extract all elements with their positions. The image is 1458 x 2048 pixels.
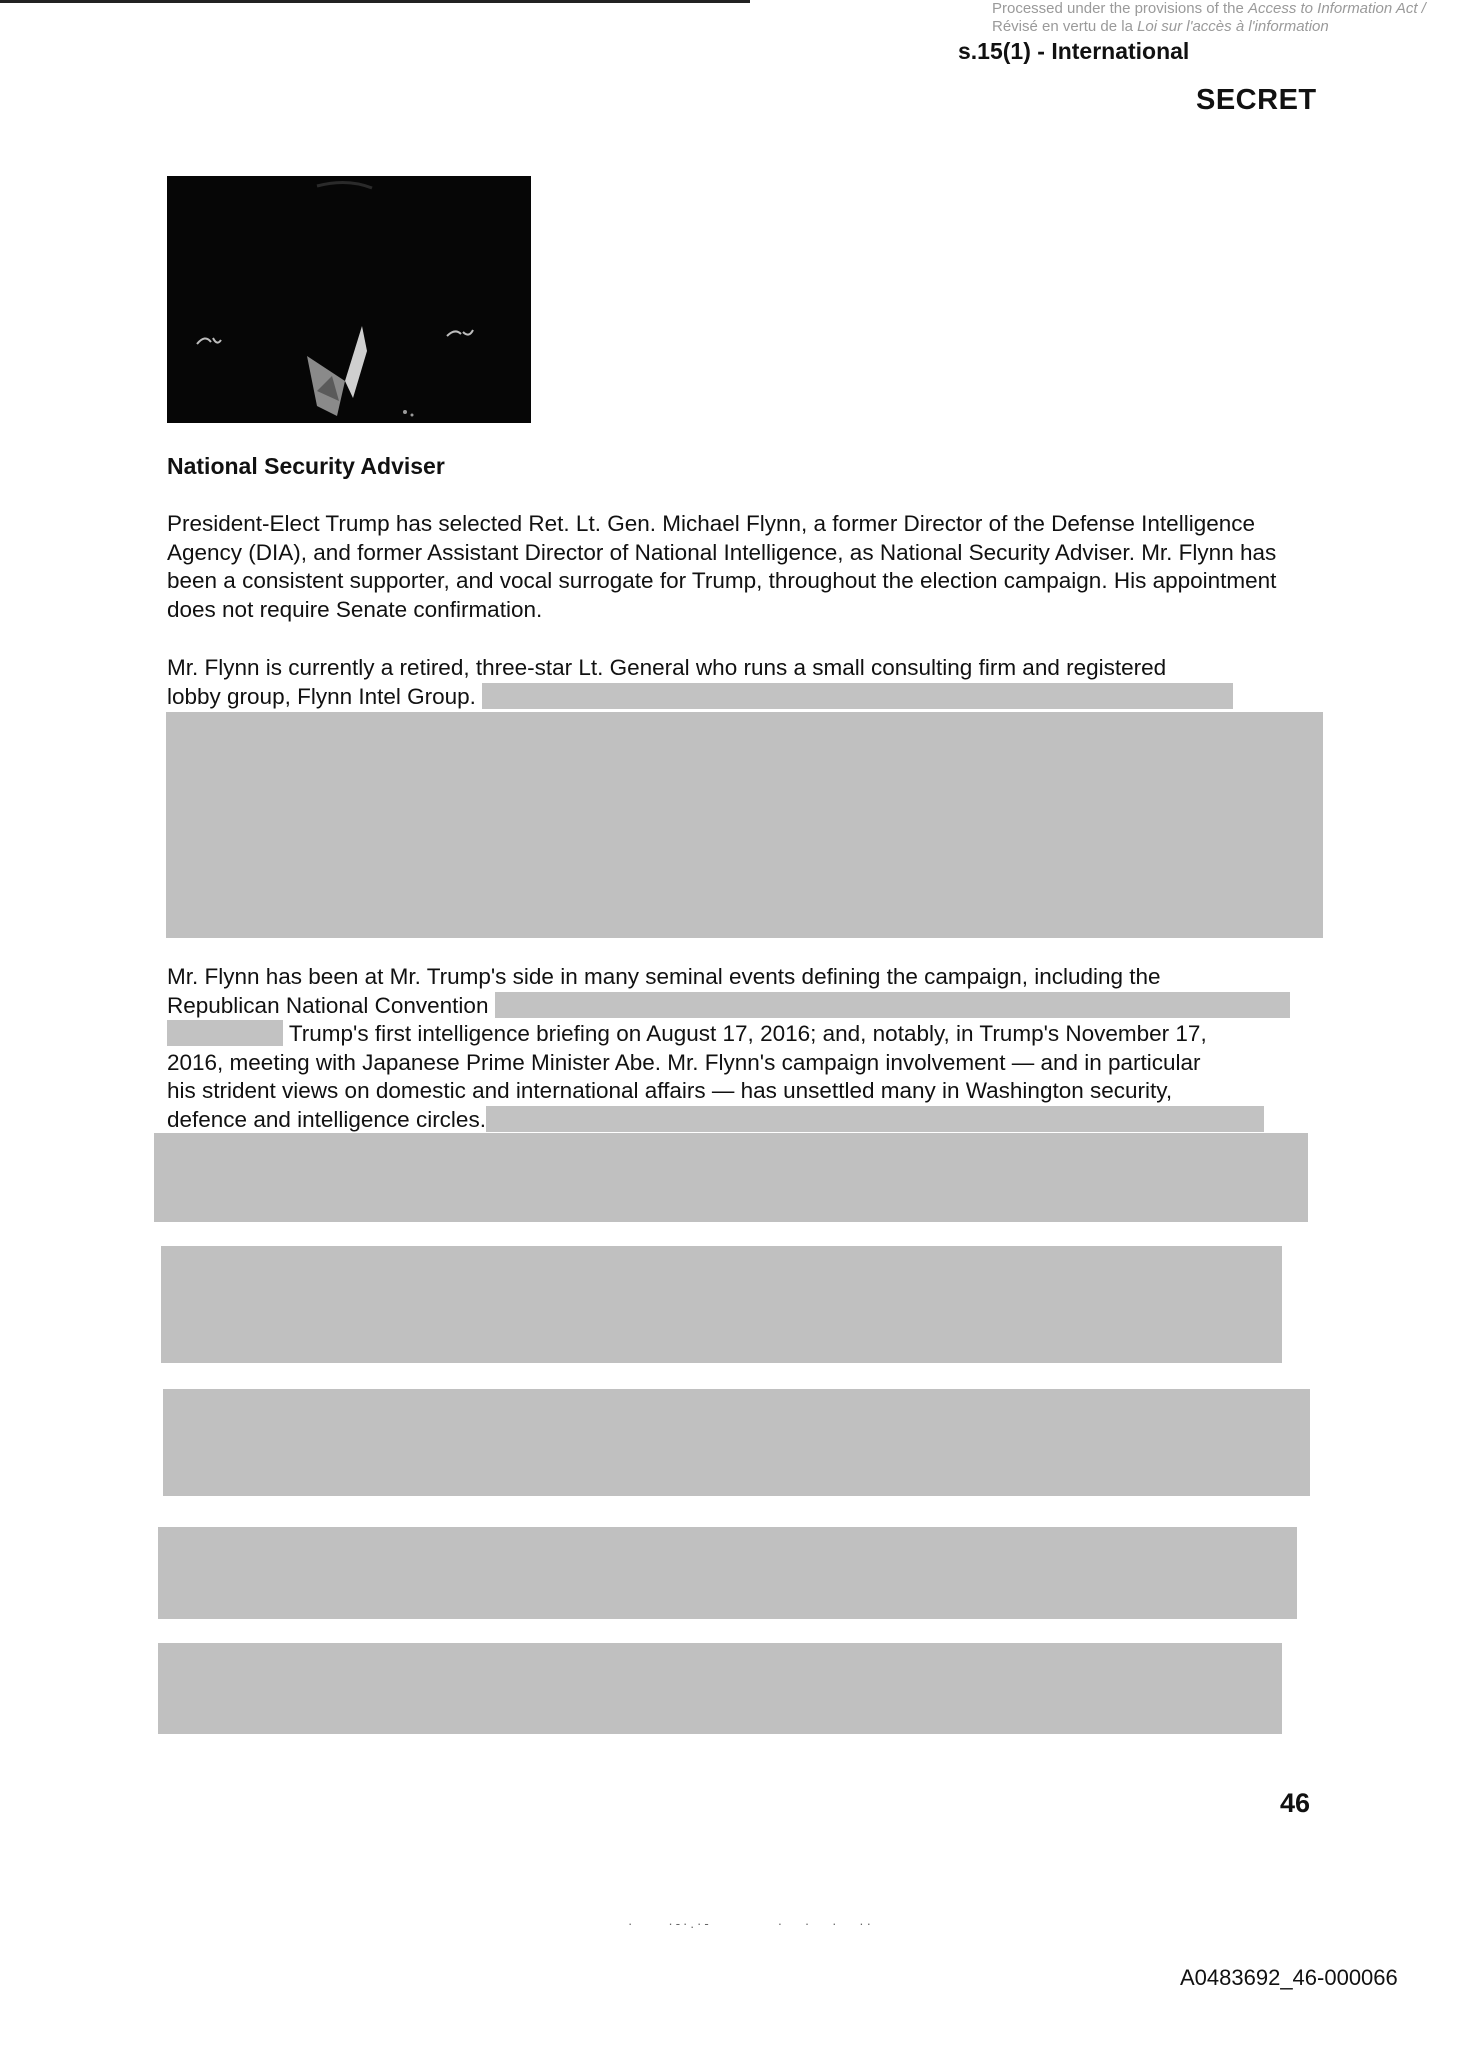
- redaction-block: [154, 1133, 1308, 1222]
- redaction-inline: [486, 1106, 1264, 1132]
- paragraph-campaign-line-1: Mr. Flynn has been at Mr. Trump's side in many seminal events defining the campaign, including the: [167, 964, 1161, 989]
- redaction-inline: [495, 992, 1290, 1018]
- top-rule: [0, 0, 750, 3]
- portrait-photo: [167, 176, 531, 423]
- paragraph-campaign-line-6: defence and intelligence circles.: [167, 1106, 1317, 1135]
- paragraph-campaign-line-3: Trump's first intelligence briefing on August 17, 2016; and, notably, in Trump's November 17,: [167, 1020, 1317, 1049]
- redaction-inline: [482, 683, 1233, 709]
- paragraph-background: [167, 654, 1317, 711]
- paragraph-campaign-line-2: Republican National Convention: [167, 992, 1317, 1021]
- stamp-line-2: Révisé en vertu de la Loi sur l'accès à l'information: [992, 18, 1329, 35]
- redaction-block: [161, 1246, 1282, 1363]
- document-id: A0483692_46-000066: [1180, 1965, 1398, 1990]
- exemption-label: s.15(1) - International: [958, 38, 1190, 64]
- redaction-block: [163, 1389, 1310, 1496]
- classification-marking: SECRET: [1196, 84, 1317, 116]
- section-title: National Security Adviser: [167, 453, 445, 479]
- paragraph-appointment: [167, 510, 1317, 624]
- paragraph-campaign: [167, 963, 1317, 1135]
- page-number: 46: [1280, 1788, 1311, 1818]
- processing-stamp: [992, 0, 1426, 36]
- redaction-block: [158, 1527, 1297, 1619]
- redaction-block: [166, 712, 1323, 938]
- scan-specks: · ·-·.·- · · · ··: [628, 1916, 874, 1931]
- paragraph-background-line-1: Mr. Flynn is currently a retired, three-star Lt. General who runs a small consulting firm and registered: [167, 655, 1167, 680]
- paragraph-campaign-line-5: his strident views on domestic and international affairs — has unsettled many in Washington security,: [167, 1078, 1173, 1104]
- redaction-inline: [167, 1020, 283, 1046]
- portrait-image: [167, 176, 531, 423]
- stamp-line-1: Processed under the provisions of the Access to Information Act /: [992, 0, 1426, 17]
- paragraph-background-line-2: lobby group, Flynn Intel Group.: [167, 683, 1317, 712]
- paragraph-campaign-line-4: 2016, meeting with Japanese Prime Minister Abe. Mr. Flynn's campaign involvement — and in particular: [167, 1049, 1201, 1075]
- redaction-block: [158, 1643, 1282, 1734]
- paragraph-appointment-text: President-Elect Trump has selected Ret. Lt. Gen. Michael Flynn, a former Director of the Defense Intelligence Agency (DIA), and former Assistant Director of National Intelligence, as National Security Adviser. Mr. Flynn has been a consistent supporter, and vocal surrogate for Trump, throughout the election campaign. His appointment does not require Senate confirmation.: [167, 511, 1277, 622]
